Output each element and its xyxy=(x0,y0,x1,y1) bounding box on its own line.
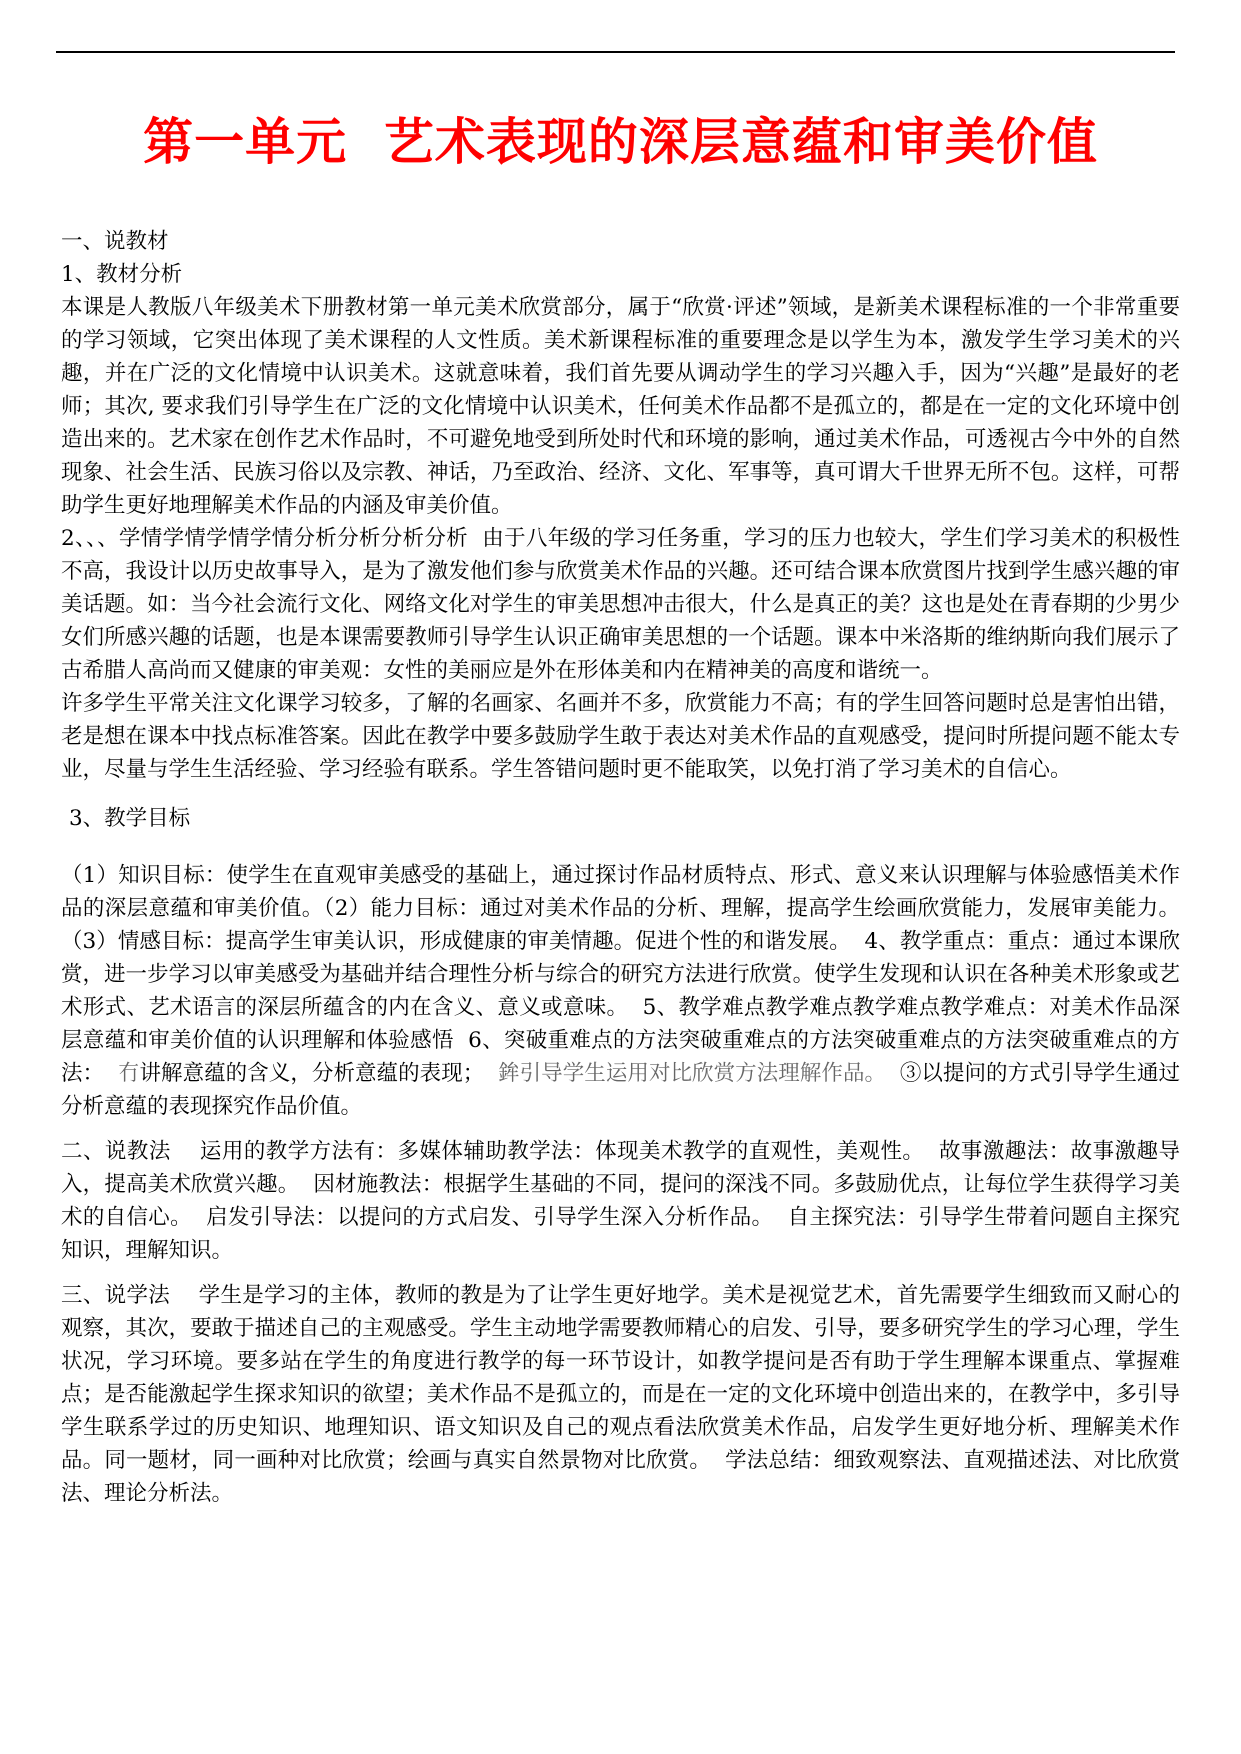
paragraph-learning-methods: 三、说学法 学生是学习的主体，教师的教是为了让学生更好地学。美术是视觉艺术，首先需要学生细致而又耐心的观察，其次，要敢于描述自己的主观感受。学生主动地学需要教师精心的启发、引导，要多研究学生的学习心理，学生状况，学习环境。要多站在学生的角度进行教学的每一环节设计，如教学提问是否有助于学生理解本课重点、掌握难点；是否能激起学生探求知识的欲望；美术作品不是孤立的，而是在一定的文化环境中创造出来的，在教学中，多引导学生联系学过的历史知识、地理知识、语文知识及自己的观点看法欣赏美术作品，启发学生更好地分析、理解美术作品。同一题材，同一画种对比欣赏；绘画与真实自然景物对比欣赏。 学法总结：细致观察法、直观描述法、对比欣赏法、理论分析法。 xyxy=(61,1283,1180,1506)
subheading-teaching-goals: 3、教学目标 xyxy=(69,806,191,831)
goals-text: （1）知识目标：使学生在直观审美感受的基础上，通过探讨作品材质特点、形式、意义来认识理解与体验感悟美术作品的深层意蕴和审美价值。（2）能力目标：通过对美术作品的分析、理解，提高学生绘画欣赏能力，发展审美能力。 （3）情感目标：提高学生审美认识，形成健康的审美情趣。促进个性的和谐发展。 4、教学重点：重点：通过本课欣赏，进一步学习以审美感受为基础并结合理性分析与综合的研究方法进行欣赏。使学生发现和认识在各种美术形象或艺术形式、艺术语言的深层所蕴含的内在含义、意义或意味。 5、教学难点教学难点教学难点教学难点：对美术作品深层意蕴和审美价值的认识理解和体验感悟 6、突破重难点的方法突破重难点的方法突破重难点的方法突破重难点的方法： xyxy=(61,863,1194,1086)
goals-text-2: 讲解意蕴的含义，分析意蕴的表现； xyxy=(139,1061,499,1086)
section-heading-textbook: 一、说教材 xyxy=(61,229,169,254)
page-title: 第一单元 艺术表现的深层意蕴和审美价值 xyxy=(143,113,1098,171)
paragraph-teaching-goals xyxy=(61,859,1194,1123)
garbled-marker-1: 冇 xyxy=(117,1061,140,1086)
paragraph-textbook-analysis: 本课是人教版八年级美术下册教材第一单元美术欣赏部分，属于“欣赏·评述”领域，是新美术课程标准的一个非常重要的学习领域，它突出体现了美术课程的人文性质。美术新课程标准的重要理念是以学生为本，激发学生学习美术的兴趣，并在广泛的文化情境中认识美术。这就意味着，我们首先要从调动学生的学习兴趣入手，因为“兴趣”是最好的老师；其次, 要求我们引导学生在广泛的文化情境中认识美术，任何美术作品都不是孤立的，都是在一定的文化环境中创造出来的。艺术家在创作艺术作品时，不可避免地受到所处时代和环境的影响，通过美术作品，可透视古今中外的自然现象、社会生活、民族习俗以及宗教、神话，乃至政治、经济、文化、军事等，真可谓大千世界无所不包。这样，可帮助学生更好地理解美术作品的内涵及审美价值。 xyxy=(61,295,1180,518)
garbled-marker-2: 鉾引导学生运用对比欣赏方法理解作品。 xyxy=(498,1061,887,1086)
subheading-textbook-analysis: 1、教材分析 xyxy=(61,262,183,287)
paragraph-student-analysis: 2、、、学情学情学情学情分析分析分析分析 由于八年级的学习任务重，学习的压力也较大，学生们学习美术的积极性不高，我设计以历史故事导入，是为了激发他们参与欣赏美术作品的兴趣。还可结合课本欣赏图片找到学生感兴趣的审美话题。如：当今社会流行文化、网络文化对学生的审美思想冲击很大，什么是真正的美？这也是处在青春期的少男少女们所感兴趣的话题，也是本课需要教师引导学生认识正确审美思想的一个话题。课本中米洛斯的维纳斯向我们展示了古希腊人高尚而又健康的审美观：女性的美丽应是外在形体美和内在精神美的高度和谐统一。 xyxy=(61,526,1180,683)
paragraph-teaching-methods: 二、说教法 运用的教学方法有：多媒体辅助教学法：体现美术教学的直观性，美观性。 故事激趣法：故事激趣导入，提高美术欣赏兴趣。 因材施教法：根据学生基础的不同，提问的深浅不同。多鼓励优点，让每位学生获得学习美术的自信心。 启发引导法：以提问的方式启发、引导学生深入分析作品。 自主探究法：引导学生带着问题自主探究知识，理解知识。 xyxy=(61,1139,1180,1263)
goals-text-3: ③以提问的方式引导学生通过分析意蕴的表现探究作品价值。 xyxy=(61,1061,1180,1119)
document-body xyxy=(61,225,1194,1510)
paragraph-student-habits: 许多学生平常关注文化课学习较多，了解的名画家、名画并不多，欣赏能力不高；有的学生回答问题时总是害怕出错，老是想在课本中找点标准答案。因此在教学中要多鼓励学生敢于表达对美术作品的直观感受，提问时所提问题不能太专业，尽量与学生生活经验、学习经验有联系。学生答错问题时更不能取笑，以免打消了学习美术的自信心。 xyxy=(61,691,1180,782)
header-rule xyxy=(56,51,1175,53)
